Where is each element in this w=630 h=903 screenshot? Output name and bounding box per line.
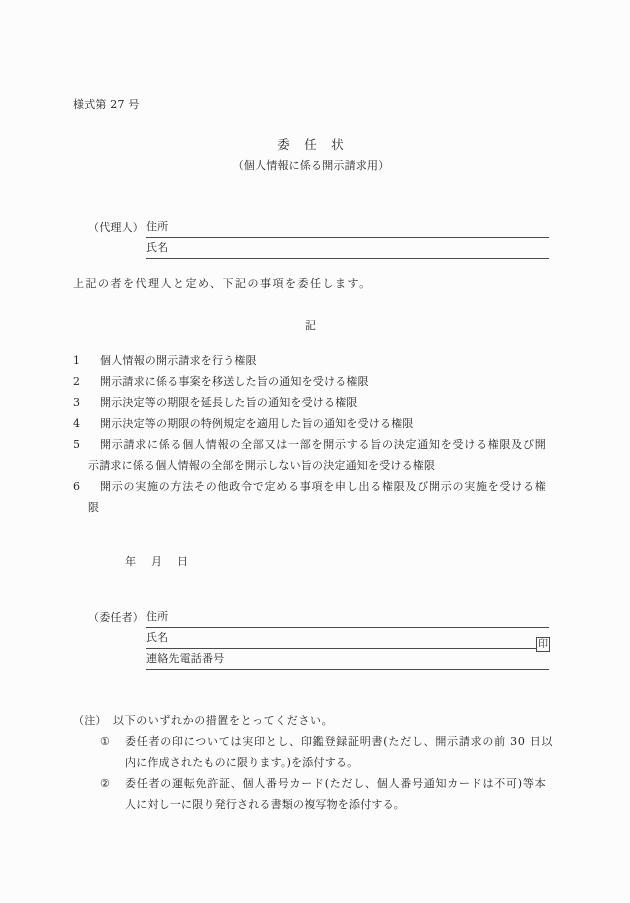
delegated-lines: [88, 476, 549, 518]
delegated-number: 4: [73, 417, 81, 430]
agent-section: [73, 217, 549, 259]
delegated-lines: [88, 392, 549, 413]
principal-name-field[interactable]: [146, 628, 549, 649]
delegated-item: [73, 392, 549, 413]
delegated-lines: [88, 350, 549, 371]
delegated-line: 限: [88, 501, 100, 514]
note-line: 人に対し一に限り発行される書類の複写物を添付する。: [125, 798, 405, 811]
agent-label: （代理人）: [88, 221, 144, 234]
page-subtitle: （個人情報に係る開示請求用）: [232, 159, 390, 172]
note-lines: [125, 731, 554, 773]
note-item: [73, 773, 549, 815]
agent-address-field[interactable]: [146, 217, 549, 238]
date-line[interactable]: 年 月 日: [125, 555, 190, 568]
notes-list: [73, 731, 554, 815]
agent-fields: [146, 217, 549, 259]
delegated-line: 開示の実施の方法その他政令で定める事項を申し出る権限及び開示の実施を受ける権: [100, 480, 547, 493]
note-number: ①: [100, 735, 111, 748]
note-lines: [125, 773, 549, 815]
delegated-lines: [88, 413, 549, 434]
notes-section: [73, 710, 554, 815]
delegated-number: 6: [73, 480, 81, 493]
delegated-lines: [88, 434, 549, 476]
agent-name-label: 氏名: [146, 241, 169, 254]
form-number: 様式第 27 号: [73, 98, 140, 111]
principal-phone-label: 連絡先電話番号: [146, 652, 225, 665]
delegated-line: 開示請求に係る個人情報の全部又は一部を開示する旨の決定通知を受ける権限及び開: [100, 438, 547, 451]
delegated-line: 開示決定等の期限を延長した旨の通知を受ける権限: [100, 396, 358, 409]
delegated-item: [73, 476, 549, 518]
note-line: 委任者の運転免許証、個人番号カード(ただし、個人番号通知カードは不可)等本: [125, 777, 547, 790]
note-item: [73, 731, 554, 773]
principal-fields: [146, 607, 549, 670]
page-title: 委 任 状: [277, 137, 345, 152]
principal-phone-field[interactable]: [146, 649, 549, 670]
agent-address-label: 住所: [146, 220, 169, 233]
delegated-list: [73, 350, 549, 518]
delegated-lines: [88, 371, 549, 392]
delegated-number: 1: [73, 354, 81, 367]
delegated-item: [73, 371, 549, 392]
seal-box: 印: [538, 639, 548, 650]
principal-label: （委任者）: [88, 611, 144, 624]
delegated-item: [73, 434, 549, 476]
note-line: 委任者の印については実印とし、印鑑登録証明書(ただし、開示請求の前 30 日以: [125, 735, 554, 748]
notes-label: （注）: [73, 714, 107, 727]
note-number: ②: [100, 777, 111, 790]
principal-section: [73, 607, 549, 670]
delegated-number: 3: [73, 396, 81, 409]
delegated-number: 2: [73, 375, 81, 388]
delegated-item: [73, 413, 549, 434]
list-header: 記: [305, 319, 317, 332]
principal-address-field[interactable]: [146, 607, 549, 628]
declaration-text: 上記の者を代理人と定め、下記の事項を委任します。: [73, 277, 372, 290]
delegated-item: [73, 350, 549, 371]
delegated-line: 開示決定等の期限の特例規定を適用した旨の通知を受ける権限: [100, 417, 414, 430]
delegated-line: 個人情報の開示請求を行う権限: [100, 354, 257, 367]
principal-address-label: 住所: [146, 610, 169, 623]
note-line: 内に作成されたものに限ります。)を添付する。: [125, 756, 359, 769]
principal-name-label: 氏名: [146, 631, 169, 644]
delegated-number: 5: [73, 438, 81, 451]
delegated-line: 開示請求に係る事案を移送した旨の通知を受ける権限: [100, 375, 369, 388]
agent-name-field[interactable]: [146, 238, 549, 259]
notes-intro: 以下のいずれかの措置をとってください。: [113, 714, 334, 727]
delegated-line: 示請求に係る個人情報の全部を開示しない旨の決定通知を受ける権限: [88, 459, 436, 472]
